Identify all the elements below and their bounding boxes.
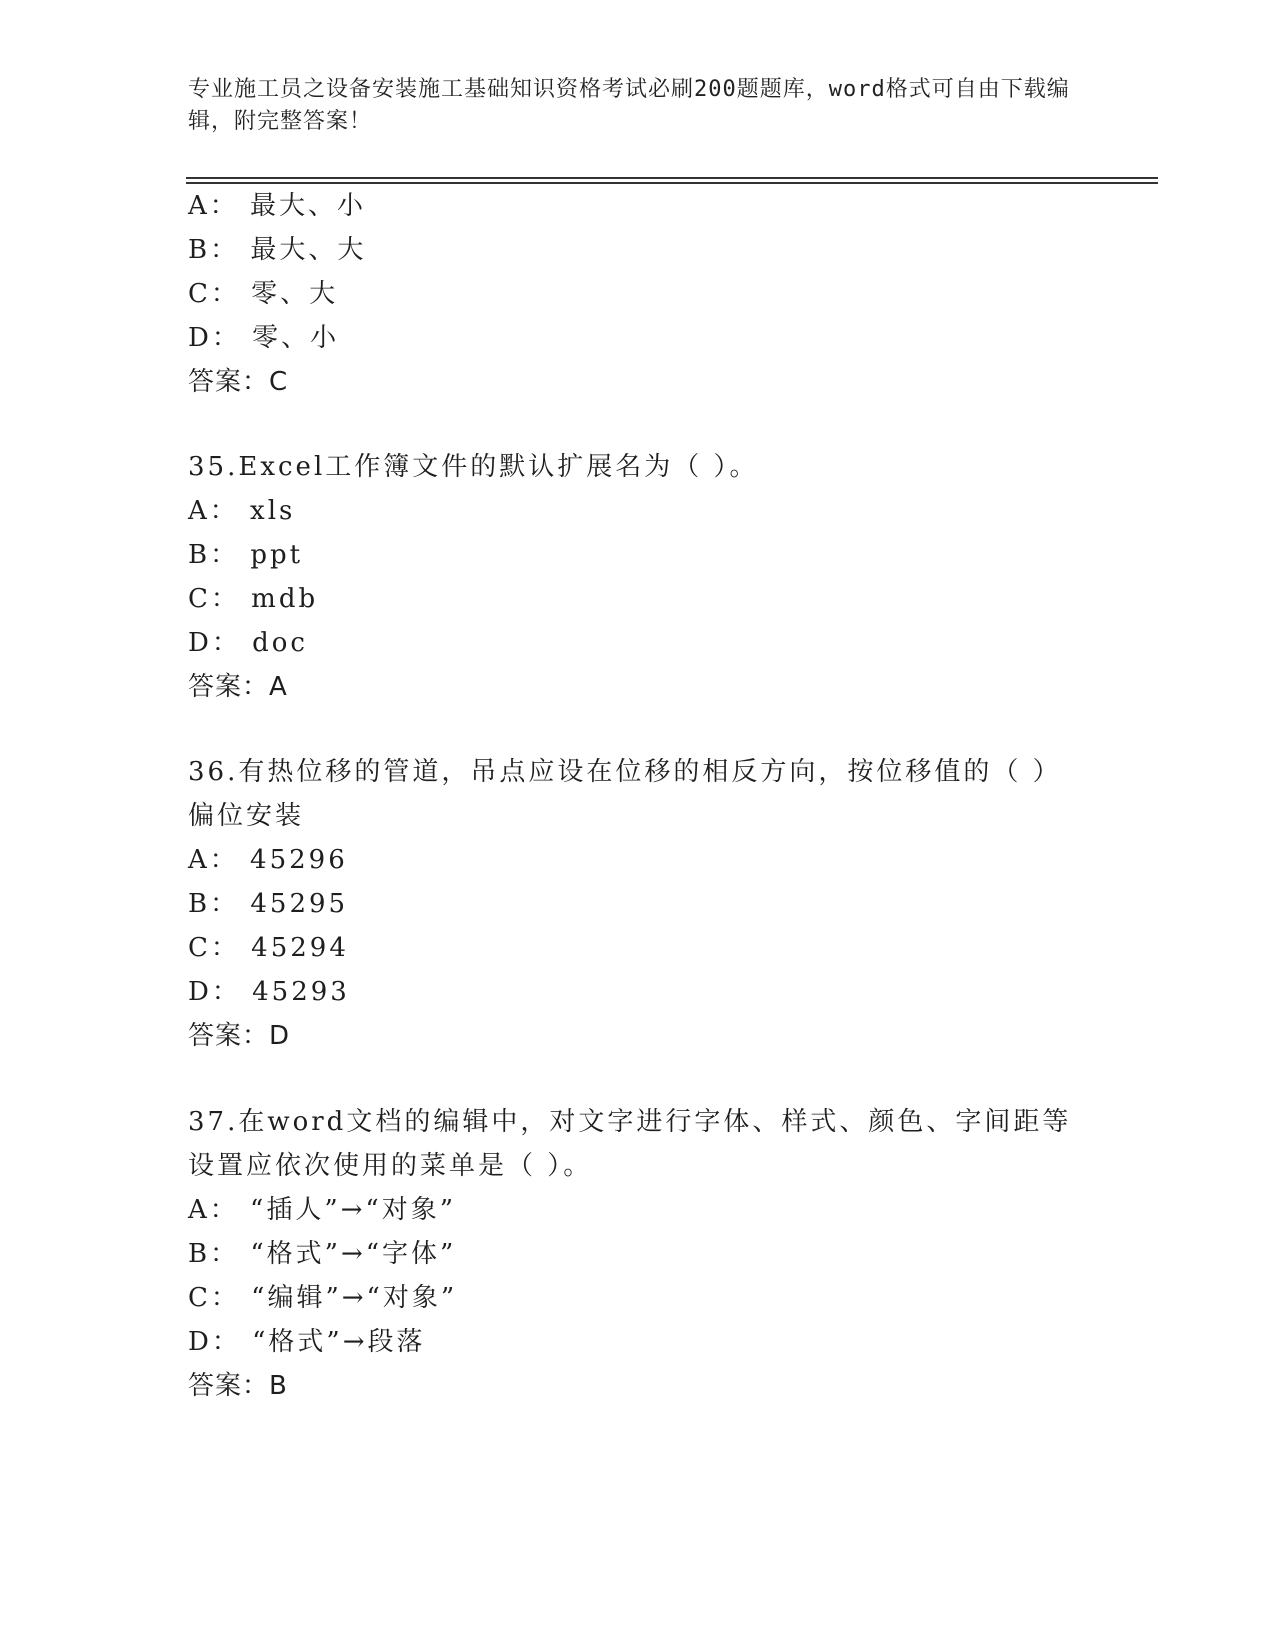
document-header-title: 专业施工员之设备安装施工基础知识资格考试必刷200题题库，word格式可自由下载编辑，附完整答案！ <box>188 77 1070 134</box>
q34-option-b: B： 最大、大 <box>188 235 367 265</box>
q37-question-line1: 37.在word文档的编辑中，对文字进行字体、样式、颜色、字间距等 <box>188 1107 1072 1137</box>
q37-option-b: B： “格式”→“字体” <box>188 1239 457 1269</box>
q35-question: 35.Excel工作簿文件的默认扩展名为（ ）。 <box>188 452 759 482</box>
q35-option-a: A： xls <box>188 496 296 526</box>
header-divider-bottom <box>186 182 1158 184</box>
q35-option-c: C： mdb <box>188 584 319 614</box>
q35-answer: 答案：A <box>188 672 288 702</box>
q37-option-d: D： “格式”→段落 <box>188 1327 426 1357</box>
q37-question-line2: 设置应依次使用的菜单是（ ）。 <box>188 1151 593 1181</box>
q36-option-d: D： 45293 <box>188 977 350 1007</box>
q36-question-line1: 36.有热位移的管道，吊点应设在位移的相反方向，按位移值的（ ） <box>188 757 1062 787</box>
q37-answer: 答案：B <box>188 1371 288 1401</box>
q36-question-line2: 偏位安装 <box>188 801 305 831</box>
q36-answer: 答案：D <box>188 1021 291 1051</box>
header-divider-top <box>186 177 1158 179</box>
q37-option-c: C： “编辑”→“对象” <box>188 1283 458 1313</box>
q36-option-c: C： 45294 <box>188 933 349 963</box>
q34-option-a: A： 最大、小 <box>188 191 367 221</box>
q36-option-b: B： 45295 <box>188 889 349 919</box>
q36-option-a: A： 45296 <box>188 845 348 875</box>
q34-answer: 答案：C <box>188 367 289 397</box>
q35-option-d: D： doc <box>188 628 308 658</box>
q34-option-d: D： 零、小 <box>188 323 340 353</box>
q34-option-c: C： 零、大 <box>188 279 339 309</box>
q35-option-b: B： ppt <box>188 540 304 570</box>
q37-option-a: A： “插人”→“对象” <box>188 1195 456 1225</box>
